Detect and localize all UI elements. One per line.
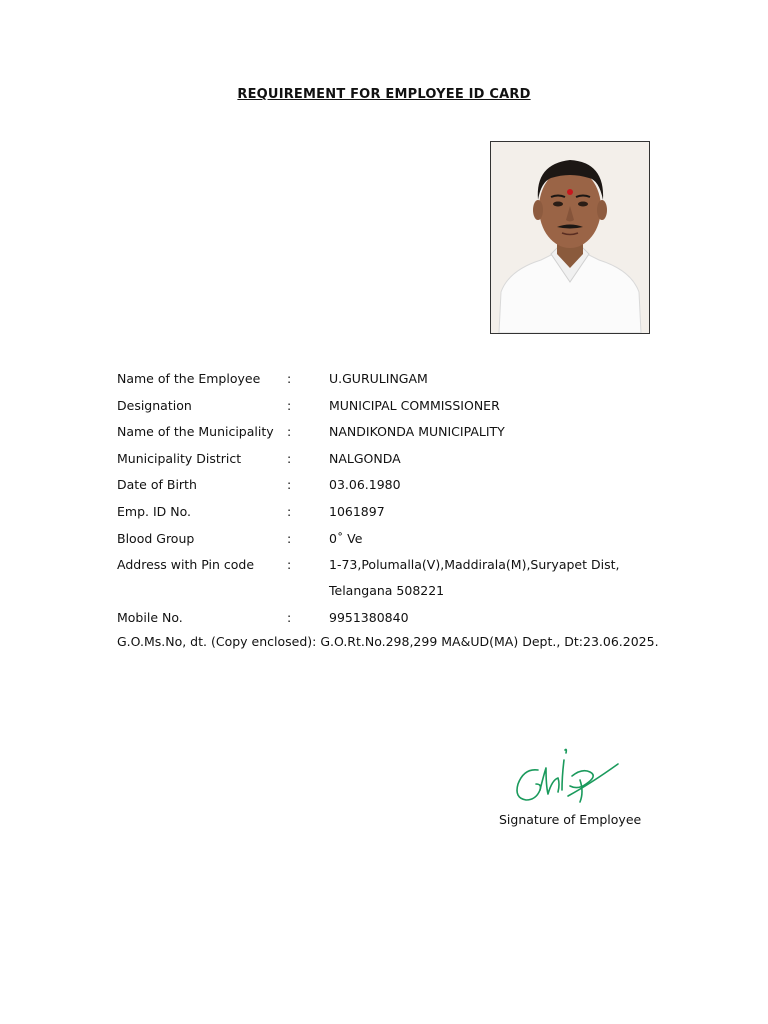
goms-reference-line: G.O.Ms.No, dt. (Copy enclosed): G.O.Rt.No.298,299 MA&UD(MA) Dept., Dt:23.06.2025. [117,634,659,649]
handwritten-signature [510,740,625,810]
field-separator: : [287,557,292,573]
field-value: 1061897 [329,503,385,519]
field-value: NANDIKONDA MUNICIPALITY [329,424,505,440]
field-value [329,555,619,601]
field-label: Emp. ID No. [117,503,191,519]
field-value: MUNICIPAL COMMISSIONER [329,397,500,413]
person-portrait-icon [491,142,649,333]
field-label: Name of the Employee [117,371,261,386]
field-label: Municipality District [117,450,242,466]
field-label: Name of the Municipality [117,424,274,440]
field-value: 0˚ Ve [329,530,363,546]
field-separator: : [287,503,292,519]
field-label: Mobile No. [117,610,183,626]
field-value: U.GURULINGAM [329,371,428,386]
field-separator: : [287,610,292,626]
address-line-2: Telangana 508221 [329,583,445,599]
field-separator: : [287,424,292,440]
field-label: Date of Birth [117,477,197,493]
field-separator: : [287,371,292,386]
employee-photo [490,141,650,334]
document-title: REQUIREMENT FOR EMPLOYEE ID CARD [237,87,531,102]
field-value: 9951380840 [329,610,409,626]
field-value: 03.06.1980 [329,477,401,493]
field-label: Blood Group [117,530,195,546]
field-value: NALGONDA [329,450,401,466]
signature-label: Signature of Employee [499,812,642,827]
field-separator: : [287,477,292,493]
field-label: Designation [117,397,192,413]
field-separator: : [287,530,292,546]
field-separator: : [287,397,292,413]
field-separator: : [287,450,292,466]
address-line-1: 1-73,Polumalla(V),Maddirala(M),Suryapet Dist, [329,557,620,573]
field-label: Address with Pin code [117,557,255,573]
